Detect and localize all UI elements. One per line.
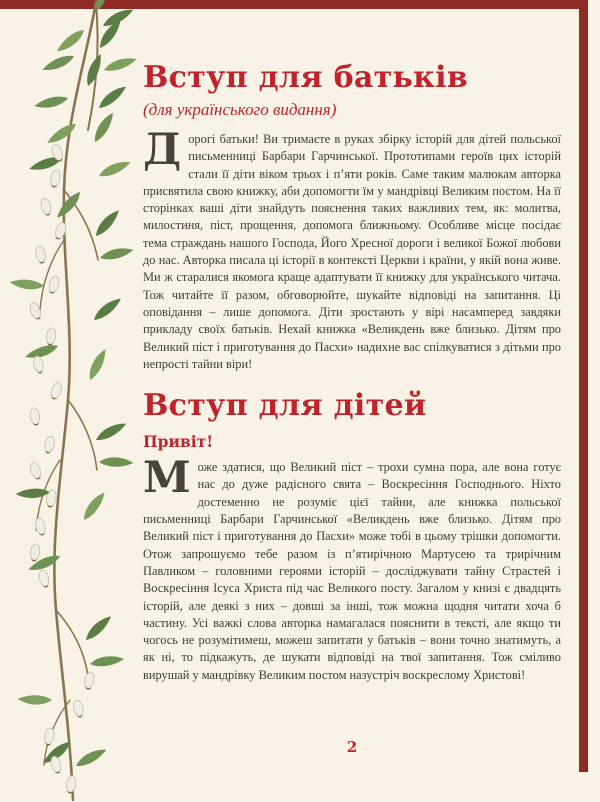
dropcap-parents: Д	[143, 125, 182, 175]
page-number: 2	[346, 738, 358, 756]
intro-children-paragraph	[143, 453, 561, 684]
dropcap-children: М	[143, 453, 191, 504]
section-title-parents: Вступ для батьків	[143, 60, 468, 95]
page-content	[143, 60, 561, 684]
section-title-children: Вступ для дітей	[143, 388, 427, 424]
intro-parents-text: орогі батьки! Ви тримаєте в руках збірку історій для дітей польської письменниці Барбари Гарчинської. Прототипами героїв цих історій стали її діти віком трьох і п’яти років. Саме таким малюкам авторка присвятила свою книжку, аби допомогти їм у мандрівці Великим постом. На її сторінках ваші діти знайдуть пояснення таких важливих тем, як: молитва, милостиня, піст, прощення, допомога ближньому. Особливе місце посідає тема страждань нашого Господа, Його Хресної дороги і великої Божої любови до нас. Авторка писала ці історії в контексті Церкви і країни, у якій вона живе. Ми ж старалися якомога краще адаптувати її книжку для українського читача. Тож читайте її разом, обговорюйте, шукайте відповіді на запитання. Ці оповідання – лише допомога. Діти зростають у вірі насамперед завдяки прикладу своїх батьків. Нехай книжка «Великдень вже близько. Дітям про Великий піст і приготування до Пасхи» надихне вас спілкуватися з дітьми про непрості тайни віри!	[143, 132, 561, 371]
right-border-bar	[579, 0, 588, 772]
section-subtitle-edition: (для українського видання)	[143, 100, 337, 119]
greeting-text: Привіт!	[143, 432, 214, 452]
intro-children-text: оже здатися, що Великий піст – трохи сумна пора, але вона готує нас до дуже радісного свята – Воскресіння Господнього. Ніхто достеменно не розуміє цієї тайни, але книжка польської письменниці Барбари Гарчинської «Великдень вже близько. Дітям про Великий піст і приготування до Пасхи» може тобі в цьому трішки допомогти. Отож запрошуємо тебе разом із п’ятирічною Мартусею та трирічним Павликом – головними героями історій – досліджувати тайну Страстей і Воскресіння Ісуса Христа під час Великого посту. Загалом у книзі є двадцять історій, але деякі з них – довші за інші, тож можна щодня читати хоча б частину. Усі важкі слова авторка намагалася пояснити в тексті, але якщо ти чогось не розумітимеш, можеш запитати у батьків – вони точно знатимуть, а як ні, то підкажуть, де шукати відповіді на твої запитання. Тож сміливо вирушай у мандрівку Великим постом назустріч воскреслому Христові!	[143, 460, 561, 682]
intro-parents-paragraph	[143, 125, 561, 373]
willow-branch-illustration	[0, 0, 145, 802]
